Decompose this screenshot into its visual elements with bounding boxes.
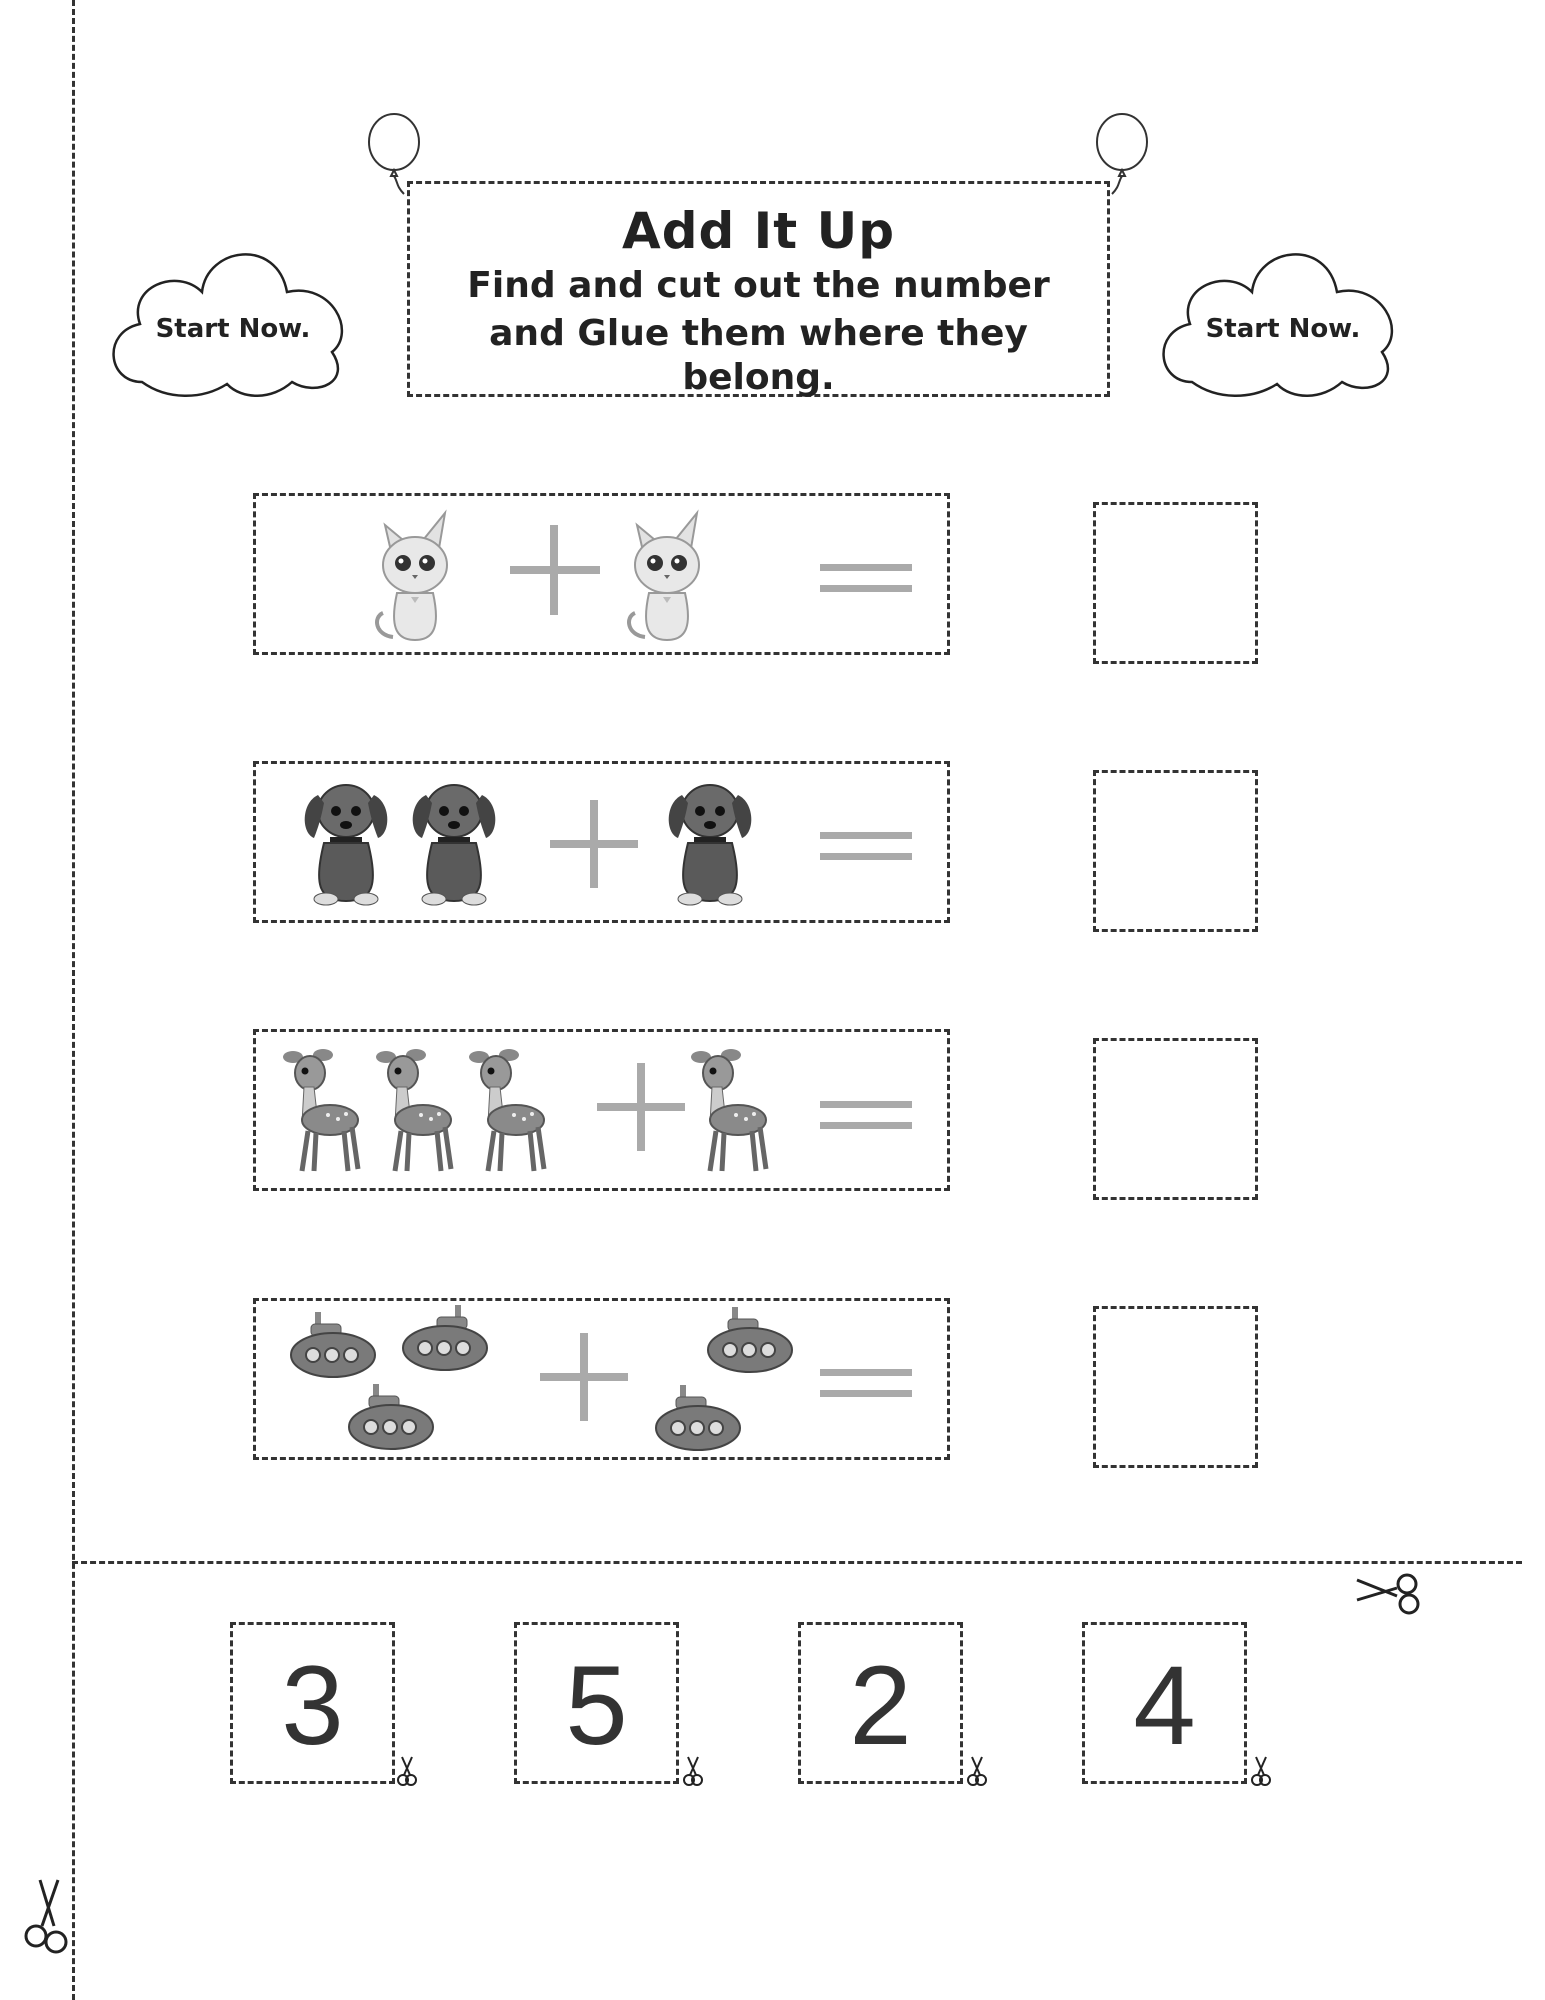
cloud-right-label: Start Now.	[1205, 314, 1361, 344]
instructions-line-2: and Glue them where they belong.	[489, 313, 1028, 398]
cloud-left-label: Start Now.	[155, 314, 311, 344]
deer-icon	[371, 1045, 461, 1175]
submarine-icon	[397, 1303, 492, 1373]
submarine-icon	[702, 1305, 797, 1375]
equals-sign	[820, 560, 912, 596]
answer-slot-4[interactable]	[1093, 1306, 1258, 1468]
cat-icon	[365, 505, 465, 645]
cutout-number-4[interactable]: 4	[1082, 1622, 1247, 1784]
submarine-icon	[343, 1382, 438, 1452]
plus-sign	[597, 1063, 685, 1151]
answer-slot-3[interactable]	[1093, 1038, 1258, 1200]
puppy-icon	[296, 773, 396, 908]
plus-sign	[540, 1333, 628, 1421]
deer-icon	[686, 1045, 776, 1175]
page-title: Add It Up	[622, 202, 895, 260]
vertical-cut-line	[72, 0, 75, 2000]
equals-sign	[820, 1365, 912, 1401]
plus-sign	[550, 800, 638, 888]
title-banner	[407, 181, 1110, 397]
horizontal-cut-line	[72, 1561, 1522, 1564]
instructions-line-1: Find and cut out the number	[467, 265, 1050, 306]
cutout-number-2[interactable]: 5	[514, 1622, 679, 1784]
cutout-number-1[interactable]: 3	[230, 1622, 395, 1784]
deer-icon	[278, 1045, 368, 1175]
plus-sign	[510, 525, 600, 615]
scissors-icon	[22, 1878, 70, 1958]
scissors-icon	[1250, 1755, 1272, 1787]
answer-slot-2[interactable]	[1093, 770, 1258, 932]
scissors-icon	[396, 1755, 418, 1787]
scissors-icon	[1355, 1570, 1425, 1615]
cat-icon	[617, 505, 717, 645]
puppy-icon	[404, 773, 504, 908]
submarine-icon	[285, 1310, 380, 1380]
deer-icon	[464, 1045, 554, 1175]
puppy-icon	[660, 773, 760, 908]
equals-sign	[820, 828, 912, 864]
answer-slot-1[interactable]	[1093, 502, 1258, 664]
scissors-icon	[682, 1755, 704, 1787]
equals-sign	[820, 1097, 912, 1133]
scissors-icon	[966, 1755, 988, 1787]
cutout-number-3[interactable]: 2	[798, 1622, 963, 1784]
submarine-icon	[650, 1383, 745, 1453]
